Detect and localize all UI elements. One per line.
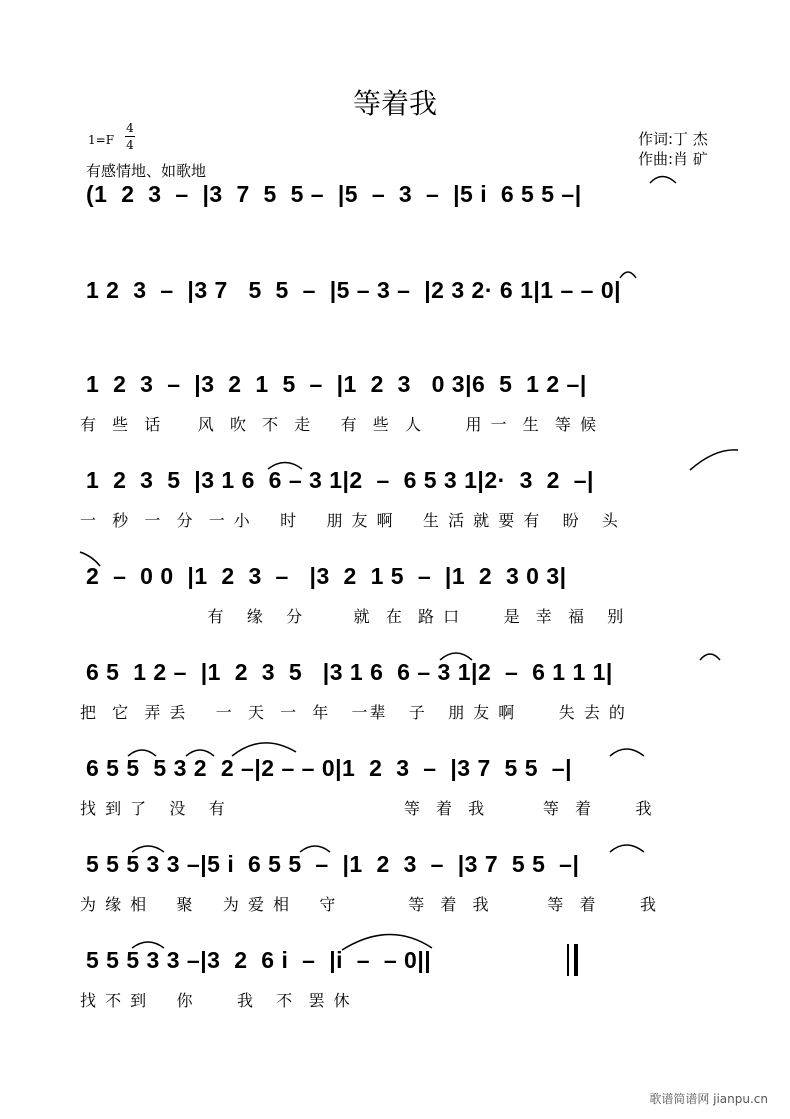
- music-system-9: [80, 940, 740, 1060]
- notes-line: (1 2 3 – |3 7 5 5 – |5 – 3 – |5 i 6 5 5 –|: [86, 181, 582, 207]
- notes-line: 1 2 3 – |3 2 1 5 – |1 2 3 0 3|6 5 1 2 –|: [86, 371, 587, 397]
- notes-line: 5 5 5 3 3 –|3 2 6 i – |i – – 0||: [86, 947, 432, 973]
- lyrics-line: 把 它 弄 丢 一 天 一 年 一辈 子 朋 友 啊 失 去 的: [80, 703, 627, 722]
- lyrics-line: 有 缘 分 就 在 路 口 是 幸 福 别: [80, 607, 626, 626]
- time-signature: [124, 120, 136, 153]
- site-watermark: 歌谱简谱网 jianpu.cn: [649, 1092, 768, 1106]
- composer-credit: 作曲:肖 矿: [638, 150, 708, 168]
- notes-line: 6 5 1 2 – |1 2 3 5 |3 1 6 6 – 3 1|2 – 6 1 1 1|: [86, 659, 613, 685]
- time-signature-top: 4: [126, 121, 134, 135]
- time-signature-bottom: 4: [126, 138, 134, 152]
- lyrics-line: 有 些 话 风 吹 不 走 有 些 人 用 一 生 等 候: [80, 415, 599, 434]
- notes-line: 5 5 5 3 3 –|5 i 6 5 5 – |1 2 3 – |3 7 5 5 –|: [86, 851, 580, 877]
- notes-line: 1 2 3 – |3 7 5 5 – |5 – 3 – |2 3 2· 6 1|1 – – 0|: [86, 277, 622, 303]
- time-signature-line: [125, 136, 135, 137]
- lyricist-credit: 作词:丁 杰: [638, 130, 708, 148]
- song-title: 等着我: [352, 87, 437, 120]
- lyrics-line: 为 缘 相 聚 为 爱 相 守 等 着 我 等 着 我: [80, 895, 658, 914]
- lyrics-line: 找 到 了 没 有 等 着 我 等 着 我: [80, 799, 654, 818]
- notes-line: 1 2 3 5 |3 1 6 6 – 3 1|2 – 6 5 3 1|2· 3 2 –|: [86, 467, 594, 493]
- lyrics-line: 一 秒 一 分 一 小 时 朋 友 啊 生 活 就 要 有 盼 头: [80, 511, 620, 530]
- notes-line: 2 – 0 0 |1 2 3 – |3 2 1 5 – |1 2 3 0 3|: [86, 563, 567, 589]
- notes-line: 6 5 5 5 3 2 2 –|2 – – 0|1 2 3 – |3 7 5 5 –|: [86, 755, 573, 781]
- key-signature: 1=F: [88, 133, 115, 147]
- lyrics-line: 找 不 到 你 我 不 罢 休: [80, 991, 352, 1010]
- expression-marking: 有感情地、如歌地: [86, 162, 207, 180]
